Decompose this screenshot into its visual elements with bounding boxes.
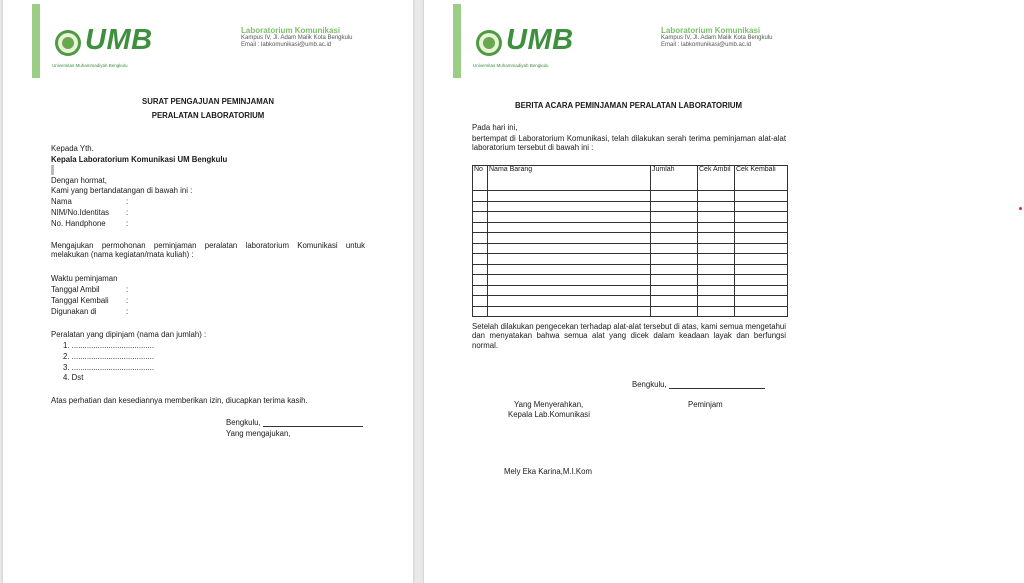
letter-title-2: PERALATAN LABORATORIUM [151,111,265,120]
table-cell [698,306,735,317]
report-city-date: Bengkulu, [632,380,765,389]
university-name: Universitas Muhammadiyah Bengkulu [473,63,549,68]
table-cell [735,306,788,317]
table-cell [735,191,788,202]
umb-logo-icon [474,28,504,58]
table-cell [473,264,488,275]
table-row [473,264,788,275]
table-cell [473,212,488,223]
field-take-date: Tanggal Ambil : [51,285,129,294]
table-cell [473,222,488,233]
letter-page [3,0,413,583]
table-cell [698,254,735,265]
umb-logo-text: UMB [506,24,574,56]
table-cell [735,285,788,296]
lab-address: Kampus IV, Jl. Adam Malik Kota Bengkulu [661,35,773,42]
table-row [473,296,788,307]
city-date: Bengkulu, [226,418,363,427]
lab-email: Email : labkomunikasi@umb.ac.id [241,42,332,49]
time-title: Waktu peminjaman [51,274,118,283]
table-cell [488,264,651,275]
table-cell [735,243,788,254]
thanks-line: Atas perhatian dan kesediannya memberikan izin, diucapkan terima kasih. [51,396,308,405]
col-item-name: Nama Barang [488,166,651,191]
table-cell [698,243,735,254]
table-row [473,275,788,286]
table-cell [698,201,735,212]
table-cell [488,275,651,286]
table-row [473,191,788,202]
text-cursor [51,165,54,175]
table-row [473,201,788,212]
table-cell [473,233,488,244]
table-cell [488,285,651,296]
table-cell [473,191,488,202]
table-cell [473,254,488,265]
table-row [473,233,788,244]
letter-title-1: SURAT PENGAJUAN PEMINJAMAN [142,97,274,106]
table-row [473,254,788,265]
table-cell [488,296,651,307]
table-cell [488,254,651,265]
table-cell [488,243,651,254]
table-cell [698,285,735,296]
items-title: Peralatan yang dipinjam (nama dan jumlah) : [51,330,207,339]
table-cell [651,296,698,307]
field-return-date: Tanggal Kembali : [51,296,129,305]
table-cell [473,285,488,296]
table-cell [651,212,698,223]
table-cell [698,296,735,307]
table-cell [473,243,488,254]
table-cell [651,254,698,265]
col-check-return: Cek Kembali [735,166,788,191]
table-cell [735,233,788,244]
table-row [473,222,788,233]
table-row [473,212,788,223]
table-cell [735,254,788,265]
table-cell [488,212,651,223]
report-intro: bertempat di Laboratorium Komunikasi, telah dilakukan serah terima peminjaman alat-alat laboratorium tersebut di bawah ini : [472,134,786,153]
item-2: 2. ...................................... [63,352,154,361]
lab-title: Laboratorium Komunikasi [241,26,341,35]
table-cell [698,191,735,202]
table-cell [488,306,651,317]
field-nim: NIM/No.Identitas : [51,208,129,217]
col-no: No [473,166,488,191]
applicant-sign-label: Yang mengajukan, [226,429,291,438]
lab-title: Laboratorium Komunikasi [661,26,761,35]
table-cell [651,201,698,212]
intro-line: Kami yang bertandatangan di bawah ini : [51,186,193,195]
item-1: 1. ...................................... [63,341,154,350]
table-row [473,243,788,254]
item-4: 4. Dst [63,373,84,382]
table-cell [651,191,698,202]
workspace-background [833,0,1024,583]
table-row [473,306,788,317]
col-check-take: Cek Ambil [698,166,735,191]
recipient-label: Kepada Yth. [51,144,94,153]
table-cell [735,201,788,212]
recipient-name: Kepala Laboratorium Komunikasi UM Bengkulu [51,155,228,164]
lab-header [661,26,773,49]
giver-label: Yang Menyerahkan, [514,400,584,409]
table-header-row [473,166,788,191]
lab-email: Email : labkomunikasi@umb.ac.id [661,42,752,49]
table-cell [473,201,488,212]
umb-logo-text: UMB [85,24,153,56]
table-cell [651,264,698,275]
header-accent-bar [453,4,461,78]
report-page [424,0,833,583]
giver-name: Mely Eka Karina,M.I.Kom [504,467,592,476]
table-cell [698,233,735,244]
borrower-label: Peminjam [688,400,723,409]
field-phone: No. Handphone : [51,219,129,228]
umb-logo-icon [53,28,83,58]
table-cell [651,222,698,233]
table-cell [473,275,488,286]
red-marker [1019,207,1022,210]
table-cell [651,306,698,317]
table-cell [488,191,651,202]
col-qty: Jumlah [651,166,698,191]
table-cell [735,275,788,286]
table-cell [651,285,698,296]
lab-header [241,26,353,49]
header-accent-bar [32,4,40,78]
table-cell [488,201,651,212]
table-row [473,285,788,296]
table-cell [698,212,735,223]
request-paragraph: Mengajukan permohonan peminjaman peralatan laboratorium Komunikasi untuk melakukan (nama kegiatan/mata kuliah) : [51,241,365,260]
table-cell [698,275,735,286]
table-cell [488,222,651,233]
table-cell [735,222,788,233]
university-name: Universitas Muhammadiyah Bengkulu [52,63,128,68]
giver-role: Kepala Lab.Komunikasi [508,410,590,419]
table-cell [651,243,698,254]
table-cell [735,264,788,275]
report-day: Pada hari ini, [472,123,518,132]
table-cell [651,233,698,244]
table-cell [473,296,488,307]
greeting: Dengan hormat, [51,176,107,185]
table-cell [698,264,735,275]
table-cell [735,212,788,223]
item-3: 3. ...................................... [63,363,154,372]
field-name: Nama : [51,197,129,206]
report-title: BERITA ACARA PEMINJAMAN PERALATAN LABORATORIUM [514,101,743,110]
table-cell [473,306,488,317]
table-cell [488,233,651,244]
table-cell [735,296,788,307]
lab-address: Kampus IV, Jl. Adam Malik Kota Bengkulu [241,35,353,42]
table-cell [651,275,698,286]
items-table [472,165,788,317]
field-used-at: Digunakan di : [51,307,129,316]
table-cell [698,222,735,233]
check-paragraph: Setelah dilakukan pengecekan terhadap alat-alat tersebut di atas, kami semua mengetahui dan menyatakan bahwa semua alat yang dicek dalam keadaan layak dan berfungsi normal. [472,322,786,350]
